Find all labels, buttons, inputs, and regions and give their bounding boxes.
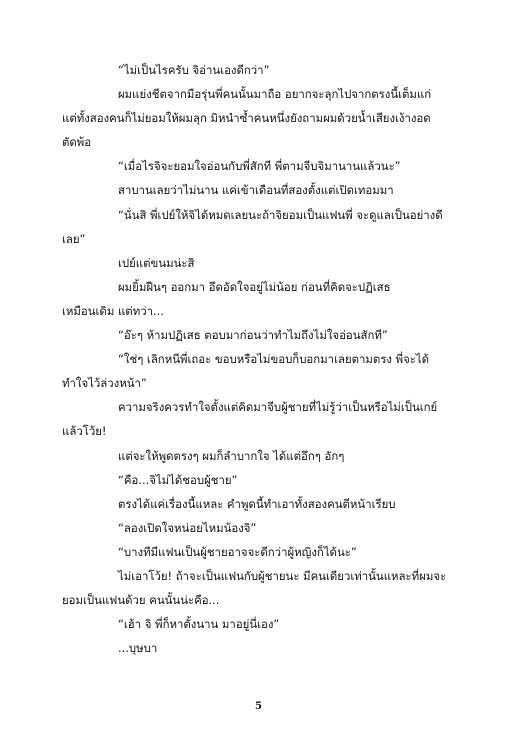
- text-line: ...บุษบา: [118, 641, 158, 656]
- text-line: ตรงได้แค่เรื่องนี้แหละ คำพูดนี้ทำเอาทั้งสองคนตีหน้าเรียบ: [118, 496, 396, 511]
- text-line: “ลองเปิดใจหน่อยไหมน้องจิ”: [118, 520, 257, 535]
- paragraph: [62, 564, 470, 612]
- page-number: 5: [255, 701, 262, 712]
- paragraph: [62, 540, 470, 564]
- text-line: “ไม่เป็นไรครับ จิอ่านเองดีกว่า”: [118, 63, 270, 77]
- paragraph: [62, 178, 470, 202]
- text-line: เหมือนเดิม แต่ทว่า...: [62, 303, 164, 318]
- text-line: “อ๊ะๆ ห้ามปฏิเสธ ตอบมาก่อนว่าทำไมถึงไม่ใจอ่อนสักที”: [118, 328, 388, 343]
- text-line: ผมยิ้มฝืนๆ ออกมา อึดอัดใจอยู่ไม่น้อย ก่อนที่คิดจะปฏิเสธ: [118, 279, 391, 294]
- text-line: ไม่เอาโว้ย! ถ้าจะเป็นแฟนกับผู้ชายนะ มีคนเดียวเท่านั้นแหละที่ผมจะ: [118, 568, 447, 583]
- text-line: ตัดพ้อ: [62, 135, 92, 150]
- text-line: เปย์แต่ขนมน่ะสิ: [118, 255, 195, 270]
- paragraph: [62, 251, 470, 275]
- paragraph: [62, 82, 470, 154]
- text-line: “คือ...จิไม่ได้ชอบผู้ชาย”: [118, 472, 238, 487]
- text-line: เลย”: [62, 231, 86, 246]
- text-line: ผมแย่งชีตจากมือรุ่นพี่คนนั้นมาถือ อยากจะลุกไปจากตรงนี้เต็มแก่: [118, 87, 432, 102]
- text-line: “บางทีมีแฟนเป็นผู้ชายอาจจะดีกว่าผู้หญิงก็ได้นะ”: [118, 544, 357, 559]
- paragraph: [62, 203, 470, 251]
- text-line: ทำใจไว้ล่วงหน้า”: [62, 376, 147, 391]
- paragraph: [62, 275, 470, 323]
- text-line: ความจริงควรทำใจตั้งแต่คิดมาจีบผู้ชายที่ไม่รู้ว่าเป็นหรือไม่เป็นเกย์: [118, 400, 438, 415]
- paragraph: [62, 636, 470, 660]
- text-line: แต่ทั้งสองคนก็ไม่ยอมให้ผมลุก มิหนำซ้ำคนหนึ่งยังถามผมด้วยน้ำเสียงเง้างอด: [62, 111, 431, 126]
- text-line: “ใช่ๆ เลิกหนีพี่เถอะ ขอบหรือไม่ขอบก็บอกมาเลยตามตรง พี่จะได้: [118, 352, 430, 367]
- paragraph: [62, 516, 470, 540]
- body-text: [62, 58, 470, 660]
- text-line: “นั่นสิ พี่เปย์ให้จิได้หมดเลยนะถ้าจิยอมเป็นแฟนพี่ จะดูแลเป็นอย่างดี: [118, 207, 443, 222]
- paragraph: [62, 492, 470, 516]
- paragraph: [62, 347, 470, 395]
- text-line: สาบานเลยว่าไม่นาน แค่เข้าเดือนที่สองตั้งแต่เปิดเทอมมา: [118, 183, 394, 198]
- text-line: “เฮ้า จิ พี่ก็หาตั้งนาน มาอยู่นี่เอง”: [118, 617, 280, 632]
- paragraph: [62, 58, 470, 82]
- text-line: แต่จะให้พูดตรงๆ ผมก็ลำบากใจ ได้แต่อึกๆ อักๆ: [118, 448, 345, 463]
- paragraph: [62, 612, 470, 636]
- paragraph: [62, 154, 470, 178]
- text-line: แล้วโว้ย!: [62, 424, 107, 439]
- paragraph: [62, 468, 470, 492]
- paragraph: [62, 444, 470, 468]
- paragraph: [62, 323, 470, 347]
- paragraph: [62, 395, 470, 443]
- text-line: “เมื่อไรจิจะยอมใจอ่อนกับพี่สักที พี่ตามจีบจิมานานแล้วนะ”: [118, 159, 401, 174]
- text-line: ยอมเป็นแฟนด้วย คนนั้นน่ะคือ...: [62, 593, 220, 608]
